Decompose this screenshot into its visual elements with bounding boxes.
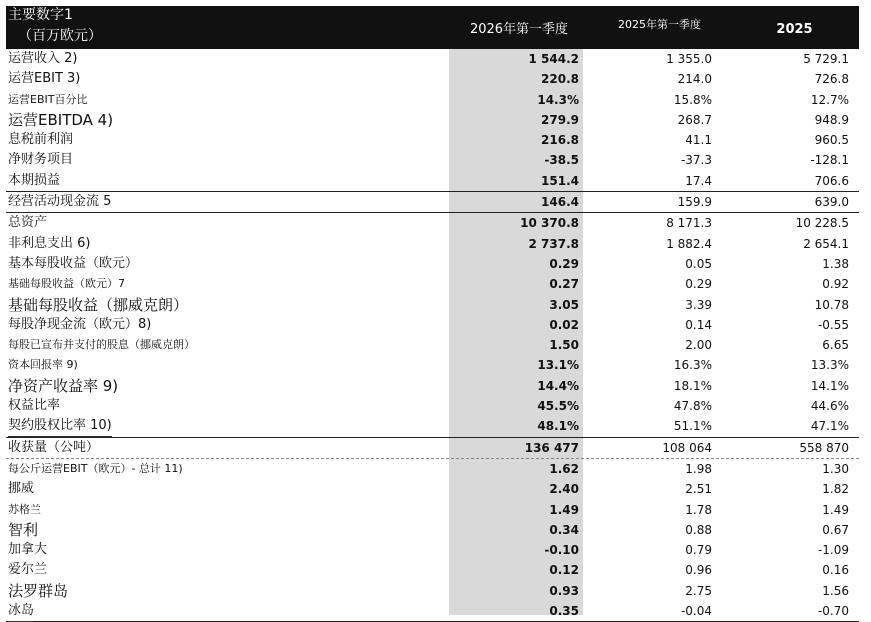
cell-q1-2026: 14.3%	[537, 92, 579, 107]
cell-q1-2026: 1.49	[549, 502, 579, 517]
table-header	[6, 6, 859, 49]
cell-2025: 1.30	[822, 461, 849, 476]
cell-2025: -0.70	[817, 604, 849, 619]
column-header-q1-2025: 2025年第一季度	[618, 18, 701, 31]
cell-2025: -1.09	[817, 543, 849, 558]
cell-q1-2026: 0.27	[549, 277, 579, 292]
table-row	[6, 458, 859, 479]
table-row	[6, 212, 859, 233]
cell-q1-2026: 0.35	[549, 604, 579, 619]
row-label: 每公斤运营EBIT（欧元）- 总计 11)	[8, 461, 183, 475]
cell-2025: 558 870	[799, 440, 849, 455]
cell-q1-2026: 146.4	[541, 195, 579, 210]
cell-q1-2026: 2.40	[549, 482, 579, 497]
cell-2025: 706.6	[814, 173, 849, 188]
cell-q1-2025: 0.88	[685, 522, 712, 537]
cell-q1-2026: 220.8	[541, 72, 579, 87]
cell-q1-2026: 1 544.2	[528, 52, 579, 66]
row-label: 权益比率	[8, 398, 61, 414]
cell-q1-2026: 136 477	[524, 440, 579, 455]
column-header-2025: 2025	[776, 22, 813, 37]
row-label: 净财务项目	[8, 152, 74, 168]
table-row	[6, 191, 859, 212]
cell-2025: 2 654.1	[803, 236, 849, 251]
cell-q1-2025: 0.96	[685, 563, 712, 578]
cell-2025: 47.1%	[810, 419, 849, 434]
cell-q1-2025: 3.39	[685, 297, 712, 312]
row-label: 契约股权比率 10)	[8, 416, 112, 437]
cell-2025: 726.8	[814, 72, 849, 87]
row-label: 挪威	[8, 481, 35, 497]
table-row	[6, 171, 859, 191]
table-row	[6, 69, 859, 89]
row-label: 基础每股收益（欧元）7	[8, 277, 125, 291]
table-row	[6, 396, 859, 416]
column-header-q1-2026: 2026年第一季度	[469, 22, 569, 37]
cell-q1-2025: 41.1	[685, 133, 712, 148]
cell-2025: 960.5	[814, 133, 849, 148]
table-row	[6, 601, 859, 622]
cell-q1-2025: 15.8%	[673, 92, 712, 107]
row-label: 收获量（公吨）	[8, 439, 100, 455]
table-row	[6, 416, 859, 436]
cell-q1-2026: 279.9	[541, 112, 579, 127]
cell-q1-2026: 10 370.8	[520, 216, 579, 231]
row-label: 本期损益	[8, 172, 61, 188]
table-row	[6, 560, 859, 580]
cell-2025: 10.78	[814, 297, 849, 312]
table-row	[6, 274, 859, 294]
cell-2025: 0.92	[822, 277, 849, 292]
cell-q1-2026: 0.12	[549, 563, 579, 578]
row-label: 息税前利润	[8, 132, 74, 148]
row-label: 每股已宣布并支付的股息（挪威克朗）	[8, 338, 195, 352]
cell-q1-2026: 14.4%	[537, 378, 579, 393]
cell-q1-2026: 13.1%	[537, 358, 579, 373]
cell-q1-2025: 16.3%	[673, 358, 712, 373]
table-row	[6, 355, 859, 375]
cell-q1-2025: 214.0	[677, 72, 712, 87]
cell-q1-2025: 1.78	[685, 502, 712, 517]
cell-2025: 1.82	[822, 482, 849, 497]
row-label: 资本回报率 9)	[8, 358, 78, 372]
cell-q1-2026: 216.8	[541, 133, 579, 148]
cell-q1-2025: 2.00	[685, 338, 712, 353]
row-label: 净资产收益率 9)	[8, 376, 119, 395]
cell-2025: 1.56	[822, 583, 849, 598]
table-row	[6, 110, 859, 130]
row-label: 运营EBIT 3)	[8, 71, 81, 87]
row-label: 运营EBITDA 4)	[8, 110, 114, 129]
cell-q1-2025: 18.1%	[673, 378, 712, 393]
cell-q1-2026: 2 737.8	[528, 236, 579, 251]
row-label: 爱尔兰	[8, 562, 48, 578]
row-label: 运营EBIT百分比	[8, 92, 88, 106]
cell-q1-2025: 17.4	[685, 173, 712, 188]
table-row	[6, 234, 859, 254]
cell-q1-2025: -0.04	[680, 604, 712, 619]
table-row	[6, 500, 859, 520]
table-row	[6, 376, 859, 396]
cell-2025: -0.55	[817, 317, 849, 332]
cell-q1-2026: 0.34	[549, 522, 579, 537]
cell-q1-2025: 0.79	[685, 543, 712, 558]
row-label: 非利息支出 6)	[8, 235, 91, 251]
table-row	[6, 90, 859, 110]
table-title: 主要数字1	[8, 7, 73, 23]
table-body	[6, 49, 859, 622]
cell-2025: 1.38	[822, 256, 849, 271]
cell-q1-2025: -37.3	[680, 153, 712, 168]
cell-2025: 1.49	[822, 502, 849, 517]
cell-2025: 5 729.1	[803, 52, 849, 66]
cell-q1-2026: 0.93	[549, 583, 579, 598]
cell-2025: 0.67	[822, 522, 849, 537]
cell-2025: 639.0	[814, 195, 849, 210]
cell-q1-2025: 2.51	[685, 482, 712, 497]
table-row	[6, 335, 859, 355]
cell-2025: 12.7%	[810, 92, 849, 107]
row-label: 法罗群岛	[8, 581, 69, 600]
row-label: 基础每股收益（挪威克朗）	[8, 295, 189, 314]
table-row	[6, 49, 859, 69]
cell-q1-2025: 8 171.3	[666, 216, 712, 231]
table-row	[6, 479, 859, 499]
cell-q1-2026: 45.5%	[537, 399, 579, 414]
cell-q1-2025: 0.14	[685, 317, 712, 332]
cell-q1-2026: 0.29	[549, 256, 579, 271]
table-row	[6, 437, 859, 458]
cell-2025: 10 228.5	[795, 216, 849, 231]
key-figures-table	[6, 6, 859, 619]
row-label: 运营收入 2)	[8, 51, 78, 66]
cell-q1-2025: 47.8%	[673, 399, 712, 414]
cell-2025: 6.65	[822, 338, 849, 353]
cell-2025: -128.1	[810, 153, 849, 168]
row-label: 智利	[8, 520, 39, 539]
table-row	[6, 254, 859, 274]
table-row	[6, 540, 859, 560]
cell-q1-2026: -38.5	[544, 153, 579, 168]
row-label: 苏格兰	[8, 502, 41, 516]
table-row	[6, 150, 859, 170]
cell-q1-2026: 48.1%	[537, 419, 579, 434]
cell-q1-2025: 108 064	[662, 440, 712, 455]
cell-q1-2026: 1.62	[549, 461, 579, 476]
table-row	[6, 315, 859, 335]
cell-q1-2025: 1 355.0	[666, 52, 712, 66]
cell-q1-2025: 51.1%	[673, 419, 712, 434]
cell-q1-2026: 151.4	[541, 173, 579, 188]
cell-q1-2026: -0.10	[544, 543, 579, 558]
cell-q1-2026: 1.50	[549, 338, 579, 353]
table-row	[6, 520, 859, 540]
table-row	[6, 130, 859, 150]
cell-2025: 44.6%	[810, 399, 849, 414]
cell-q1-2025: 0.05	[685, 256, 712, 271]
table-unit-subtitle: （百万欧元）	[18, 28, 102, 44]
cell-q1-2025: 0.29	[685, 277, 712, 292]
cell-q1-2025: 2.75	[685, 583, 712, 598]
row-label: 冰岛	[8, 601, 34, 622]
cell-2025: 948.9	[814, 112, 849, 127]
row-label: 加拿大	[8, 542, 48, 558]
cell-q1-2025: 268.7	[677, 112, 712, 127]
cell-q1-2025: 159.9	[677, 195, 712, 210]
row-label: 经营活动现金流 5	[8, 192, 111, 213]
table-row	[6, 295, 859, 315]
table-row	[6, 581, 859, 601]
row-label: 每股净现金流（欧元）8)	[8, 316, 152, 332]
cell-2025: 13.3%	[810, 358, 849, 373]
cell-2025: 14.1%	[810, 378, 849, 393]
cell-q1-2026: 0.02	[549, 317, 579, 332]
cell-q1-2025: 1.98	[685, 461, 712, 476]
cell-q1-2026: 3.05	[549, 297, 579, 312]
row-label: 基本每股收益（欧元）	[8, 255, 139, 271]
cell-q1-2025: 1 882.4	[666, 236, 712, 251]
cell-2025: 0.16	[822, 563, 849, 578]
row-label: 总资产	[8, 215, 48, 231]
